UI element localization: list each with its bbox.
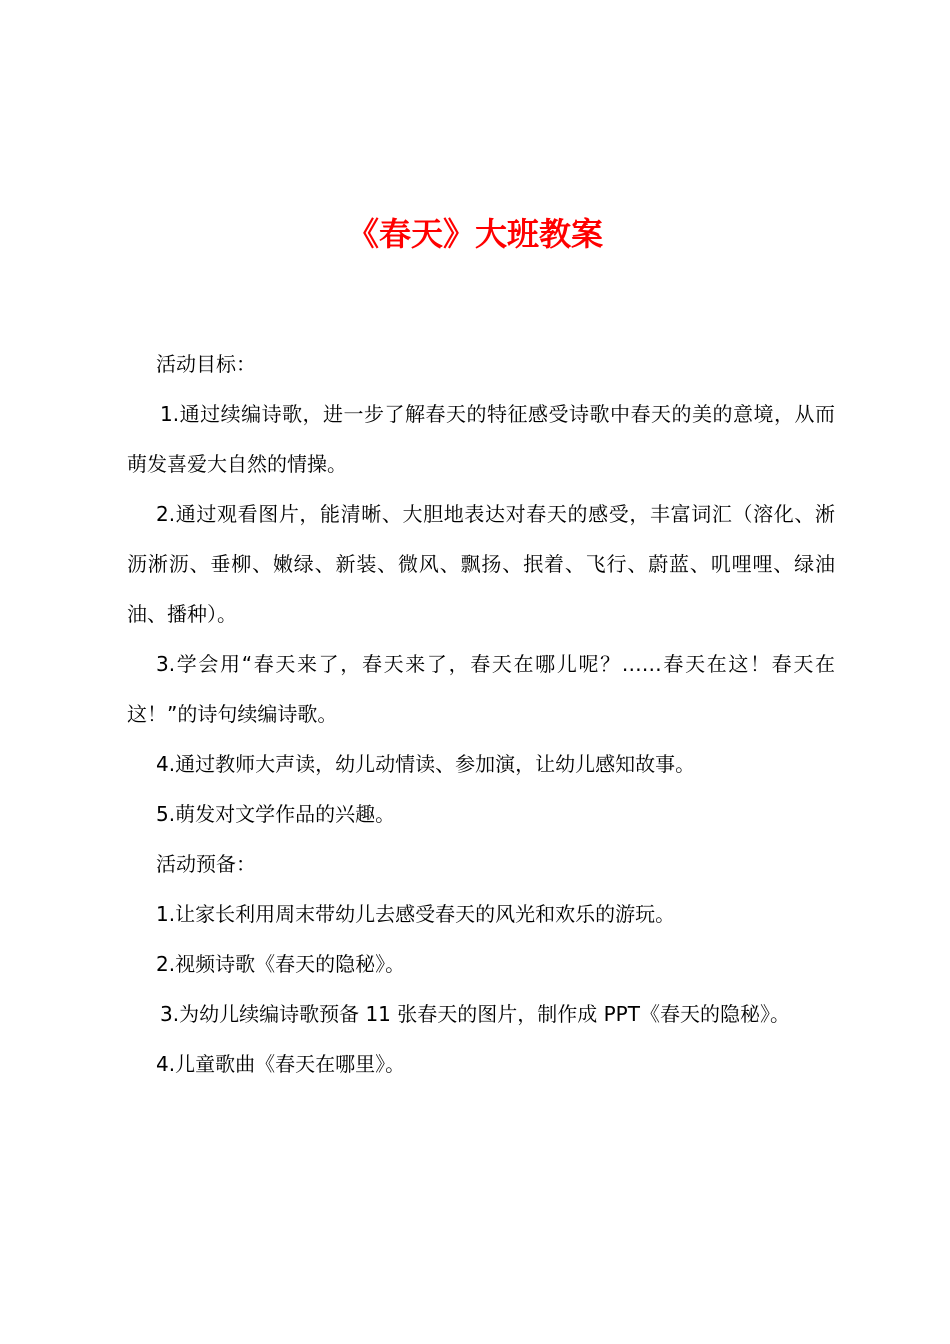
- objective-item-5: 5.萌发对文学作品的兴趣。: [156, 802, 396, 826]
- preparation-item-4: 4.儿童歌曲《春天在哪里》。: [156, 1052, 406, 1076]
- document-title: 《春天》大班教案: [346, 215, 603, 253]
- preparation-item-1: 1.让家长利用周末带幼儿去感受春天的风光和欢乐的游玩。: [156, 902, 676, 926]
- section-heading-preparation: 活动预备：: [156, 852, 256, 876]
- objective-item-1: 1.通过续编诗歌，进一步了解春天的特征感受诗歌中春天的美的意境，从而萌发喜爱大自然的情操。: [127, 402, 835, 476]
- objective-item-3: 3.学会用“春天来了，春天来了，春天在哪儿呢？……春天在这！春天在这！”的诗句续编诗歌。: [127, 652, 835, 726]
- section-heading-objectives: 活动目标：: [156, 352, 256, 376]
- objective-item-4: 4.通过教师大声读，幼儿动情读、参加演，让幼儿感知故事。: [156, 752, 696, 776]
- objective-item-2: 2.通过观看图片，能清晰、大胆地表达对春天的感受，丰富词汇（溶化、淅沥淅沥、垂柳、嫩绿、新装、微风、飘扬、抿着、飞行、蔚蓝、叽哩哩、绿油油、播种）。: [127, 502, 835, 626]
- preparation-item-3: 3.为幼儿续编诗歌预备 11 张春天的图片，制作成 PPT《春天的隐秘》。: [160, 1002, 790, 1026]
- document-body: [127, 339, 835, 1089]
- preparation-item-2: 2.视频诗歌《春天的隐秘》。: [156, 952, 406, 976]
